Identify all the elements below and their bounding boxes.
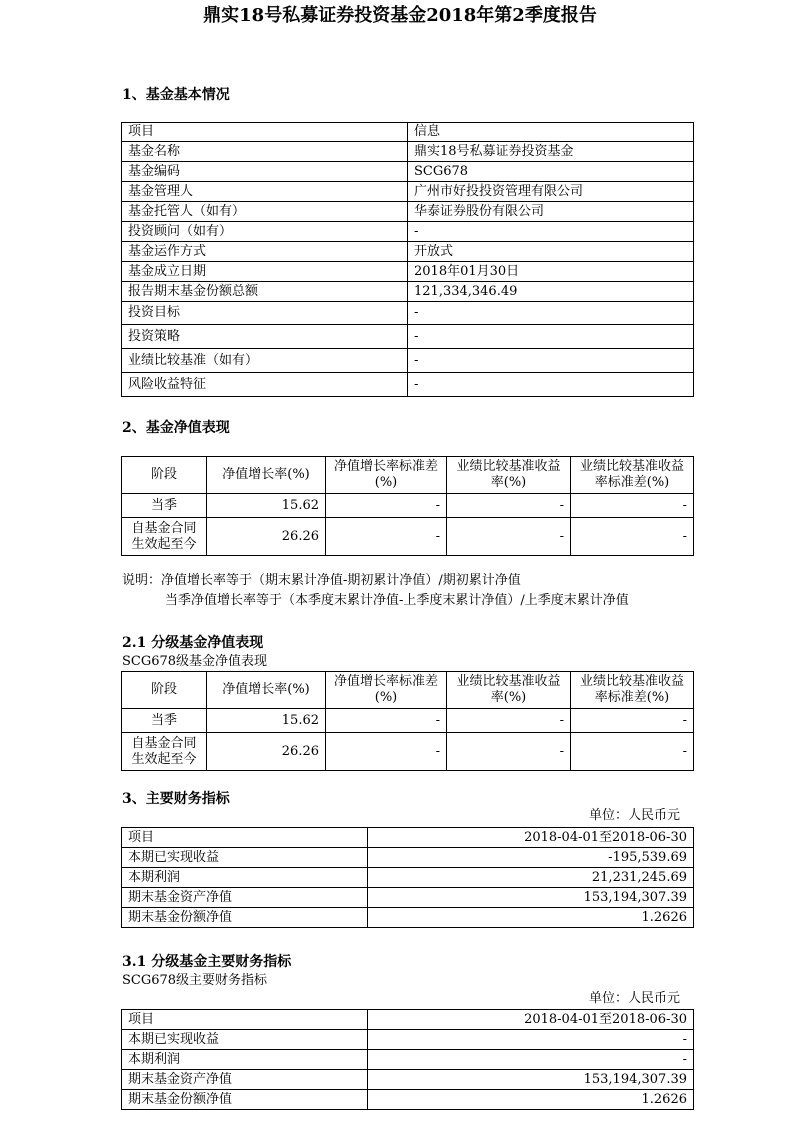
table-row bbox=[122, 242, 694, 262]
section-1-heading: 1、基金基本情况 bbox=[122, 87, 230, 103]
value-cell: 鼎实18号私募证券投资基金 bbox=[408, 142, 694, 162]
value-cell: 华泰证券股份有限公司 bbox=[408, 202, 694, 222]
table-row bbox=[122, 518, 694, 556]
header-cell: 信息 bbox=[408, 123, 694, 142]
value-cell: - bbox=[326, 518, 447, 556]
table-header-row bbox=[122, 123, 694, 142]
table-row bbox=[122, 888, 694, 908]
value-cell: 15.62 bbox=[207, 709, 326, 733]
header-cell: 项目 bbox=[122, 123, 408, 142]
label-cell: 基金运作方式 bbox=[122, 242, 408, 262]
header-cell: 净值增长率(%) bbox=[207, 672, 326, 709]
value-cell: SCG678 bbox=[408, 162, 694, 182]
unit-label: 单位：人民币元 bbox=[588, 808, 680, 823]
table-row bbox=[122, 494, 694, 518]
value-cell: 2018年01月30日 bbox=[408, 262, 694, 282]
label-cell: 基金名称 bbox=[122, 142, 408, 162]
label-cell: 业绩比较基准（如有） bbox=[122, 349, 408, 373]
label-cell: 期末基金资产净值 bbox=[122, 1070, 368, 1090]
value-cell: -195,539.69 bbox=[368, 848, 694, 868]
label-cell: 投资策略 bbox=[122, 325, 408, 349]
table-row bbox=[122, 282, 694, 302]
value-cell: 121,334,346.49 bbox=[408, 282, 694, 302]
header-cell: 阶段 bbox=[122, 457, 207, 494]
table-row bbox=[122, 202, 694, 222]
header-cell: 项目 bbox=[122, 1010, 368, 1030]
table-row bbox=[122, 1030, 694, 1050]
table-row bbox=[122, 182, 694, 202]
value-cell: 26.26 bbox=[207, 733, 326, 771]
table-row bbox=[122, 262, 694, 282]
section-3-heading: 3、主要财务指标 bbox=[122, 791, 230, 807]
label-cell: 投资目标 bbox=[122, 302, 408, 325]
value-cell: - bbox=[326, 733, 447, 771]
header-cell: 业绩比较基准收益率标准差(%) bbox=[571, 672, 694, 709]
table-row bbox=[122, 325, 694, 349]
section-2-heading: 2、基金净值表现 bbox=[122, 420, 230, 436]
period-cell: 当季 bbox=[122, 494, 207, 518]
period-cell: 自基金合同生效起至今 bbox=[122, 733, 207, 771]
table-row bbox=[122, 162, 694, 182]
label-cell: 基金托管人（如有） bbox=[122, 202, 408, 222]
header-cell: 2018-04-01至2018-06-30 bbox=[368, 828, 694, 848]
table-row bbox=[122, 1090, 694, 1110]
table-header-row bbox=[122, 672, 694, 709]
value-cell: - bbox=[571, 709, 694, 733]
label-cell: 基金成立日期 bbox=[122, 262, 408, 282]
table-row bbox=[122, 848, 694, 868]
class-financial-indicators-table bbox=[121, 1009, 694, 1110]
label-cell: 投资顾问（如有） bbox=[122, 222, 408, 242]
table-row bbox=[122, 733, 694, 771]
value-cell: - bbox=[368, 1050, 694, 1070]
header-cell: 阶段 bbox=[122, 672, 207, 709]
section-3-1-heading: 3.1 分级基金主要财务指标 bbox=[122, 954, 292, 970]
label-cell: 报告期末基金份额总额 bbox=[122, 282, 408, 302]
value-cell: - bbox=[408, 349, 694, 373]
value-cell: 153,194,307.39 bbox=[368, 888, 694, 908]
label-cell: 期末基金资产净值 bbox=[122, 888, 368, 908]
section-2-1-subtitle: SCG678级基金净值表现 bbox=[122, 654, 268, 669]
table-row bbox=[122, 373, 694, 397]
report-title: 鼎实18号私募证券投资基金2018年第2季度报告 bbox=[203, 5, 597, 26]
label-cell: 期末基金份额净值 bbox=[122, 908, 368, 928]
value-cell: 1.2626 bbox=[368, 1090, 694, 1110]
header-cell: 净值增长率标准差(%) bbox=[326, 457, 447, 494]
value-cell: - bbox=[326, 494, 447, 518]
header-cell: 业绩比较基准收益率(%) bbox=[447, 672, 571, 709]
table-row bbox=[122, 1070, 694, 1090]
value-cell: - bbox=[408, 302, 694, 325]
value-cell: 15.62 bbox=[207, 494, 326, 518]
table-row bbox=[122, 349, 694, 373]
label-cell: 基金管理人 bbox=[122, 182, 408, 202]
table-header-row bbox=[122, 457, 694, 494]
header-cell: 2018-04-01至2018-06-30 bbox=[368, 1010, 694, 1030]
header-cell: 业绩比较基准收益率(%) bbox=[447, 457, 571, 494]
label-cell: 基金编码 bbox=[122, 162, 408, 182]
period-cell: 自基金合同生效起至今 bbox=[122, 518, 207, 556]
header-cell: 净值增长率(%) bbox=[207, 457, 326, 494]
value-cell: - bbox=[408, 325, 694, 349]
label-cell: 期末基金份额净值 bbox=[122, 1090, 368, 1110]
label-cell: 本期已实现收益 bbox=[122, 848, 368, 868]
section-2-1-heading: 2.1 分级基金净值表现 bbox=[122, 635, 264, 651]
value-cell: - bbox=[447, 733, 571, 771]
value-cell: 26.26 bbox=[207, 518, 326, 556]
nav-performance-table bbox=[121, 456, 694, 556]
label-cell: 本期利润 bbox=[122, 1050, 368, 1070]
value-cell: - bbox=[447, 518, 571, 556]
table-row bbox=[122, 908, 694, 928]
note-line-2: 当季净值增长率等于（本季度末累计净值-上季度末累计净值）/上季度末累计净值 bbox=[165, 593, 629, 608]
value-cell: 1.2626 bbox=[368, 908, 694, 928]
note-line-1: 说明：净值增长率等于（期末累计净值-期初累计净值）/期初累计净值 bbox=[122, 573, 521, 588]
unit-label: 单位：人民币元 bbox=[588, 991, 680, 1006]
basic-info-table bbox=[121, 122, 694, 397]
table-header-row bbox=[122, 828, 694, 848]
value-cell: - bbox=[571, 494, 694, 518]
value-cell: 开放式 bbox=[408, 242, 694, 262]
value-cell: 广州市好投投资管理有限公司 bbox=[408, 182, 694, 202]
header-cell: 净值增长率标准差(%) bbox=[326, 672, 447, 709]
table-row bbox=[122, 1050, 694, 1070]
table-row bbox=[122, 302, 694, 325]
label-cell: 本期利润 bbox=[122, 868, 368, 888]
value-cell: - bbox=[408, 222, 694, 242]
table-row bbox=[122, 222, 694, 242]
section-3-1-subtitle: SCG678级主要财务指标 bbox=[122, 973, 268, 988]
value-cell: - bbox=[571, 733, 694, 771]
value-cell: - bbox=[326, 709, 447, 733]
header-cell: 项目 bbox=[122, 828, 368, 848]
table-row bbox=[122, 709, 694, 733]
value-cell: 153,194,307.39 bbox=[368, 1070, 694, 1090]
value-cell: - bbox=[447, 494, 571, 518]
value-cell: 21,231,245.69 bbox=[368, 868, 694, 888]
value-cell: - bbox=[408, 373, 694, 397]
value-cell: - bbox=[571, 518, 694, 556]
table-row bbox=[122, 142, 694, 162]
class-nav-performance-table bbox=[121, 671, 694, 771]
header-cell: 业绩比较基准收益率标准差(%) bbox=[571, 457, 694, 494]
value-cell: - bbox=[447, 709, 571, 733]
period-cell: 当季 bbox=[122, 709, 207, 733]
value-cell: - bbox=[368, 1030, 694, 1050]
label-cell: 风险收益特征 bbox=[122, 373, 408, 397]
financial-indicators-table bbox=[121, 827, 694, 928]
table-row bbox=[122, 868, 694, 888]
label-cell: 本期已实现收益 bbox=[122, 1030, 368, 1050]
table-header-row bbox=[122, 1010, 694, 1030]
